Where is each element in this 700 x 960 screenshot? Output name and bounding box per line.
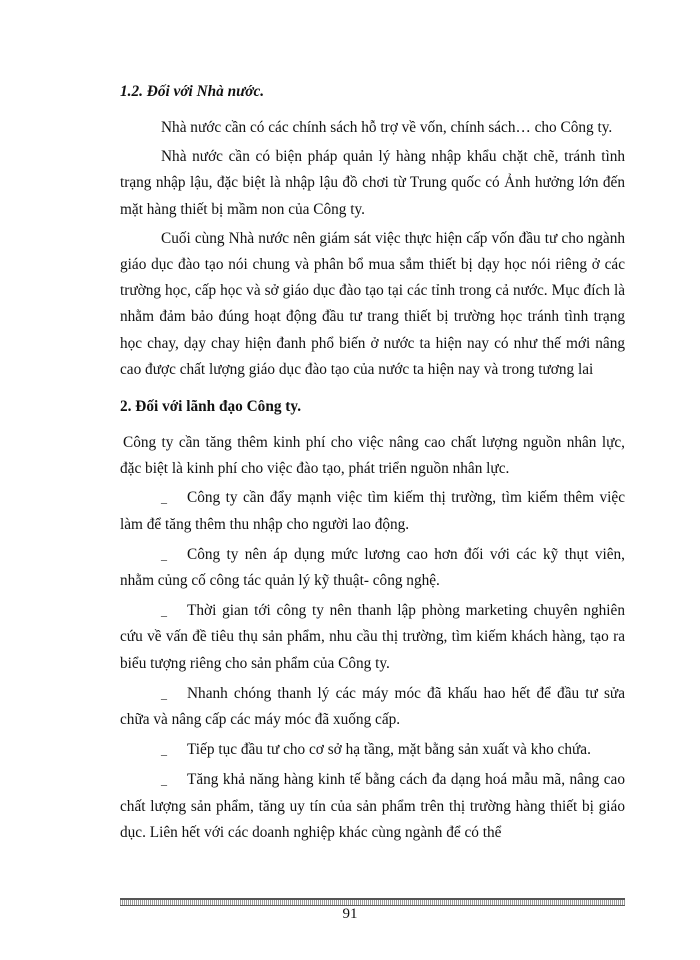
paragraph: Nhà nước cần có biện pháp quản lý hàng nhập khẩu chặt chẽ, tránh tình trạng nhập lậu, đặc biệt là nhập lậu đồ chơi từ Trung quốc có Ảnh hưởng lớn đến mặt hàng thiết bị mầm non của Công ty. [120,148,625,218]
list-item-text: Thời gian tới công ty nên thanh lập phòng marketing chuyên nghiên cứu về vấn đề tiêu thụ sản phẩm, nhu cầu thị trường, tìm kiếm khách hàng, tạo ra biểu tượng riêng cho sản phẩm của Công ty. [120,602,625,672]
paragraph: Nhà nước cần có các chính sách hỗ trợ về vốn, chính sách… cho Công ty. [161,119,613,136]
list-item-text: Tăng khả năng hàng kinh tế bằng cách đa dạng hoá mẫu mã, nâng cao chất lượng sản phẩm, tăng uy tín của sản phẩm trên thị trường hàng thiết bị giáo dục. Liên hết với các doanh nghiệp khác cùng ngành để có thể [120,771,625,841]
section-heading-1-2: 1.2. Đối với Nhà nước. [120,83,265,100]
list-item [120,485,625,537]
bullet-dash-icon: _ [161,547,167,562]
page-body [120,80,625,850]
page-number: 91 [342,906,358,922]
bullet-dash-icon: _ [161,743,167,758]
list-item [120,542,625,594]
paragraph: Cuối cùng Nhà nước nên giám sát việc thực hiện cấp vốn đầu tư cho ngành giáo dục đào tạo nói chung và phân bổ mua sắm thiết bị dạy học nói riêng ở các trường học, cấp học và sở giáo dục đào tạo tại các tỉnh trong cả nước. Mục đích là nhằm đảm bảo đúng hoạt động đầu tư trang thiết bị trường học tránh tình trạng học chay, dạy chay hiện đanh phổ biến ở nước ta hiện nay có như thế mới nâng cao được chất lượng giáo dục đào tạo của nước ta hiện nay và trong tương lai [120,229,625,378]
list-item [120,767,625,846]
paragraph-intro: Công ty cần tăng thêm kinh phí cho việc nâng cao chất lượng nguồn nhân lực, đặc biệt là kinh phí cho việc đào tạo, phát triển nguồn nhân lực. [120,434,625,478]
list-item [120,598,625,677]
section-heading-2: 2. Đối với lãnh đạo Công ty. [120,398,302,416]
list-item-text: Công ty nên áp dụng mức lương cao hơn đối với các kỹ thụt viên, nhằm củng cố công tác quản lý kỹ thuật- công nghệ. [120,545,625,590]
list-item [120,681,625,733]
bullet-dash-icon: _ [161,491,167,506]
bullet-dash-icon: _ [161,604,167,619]
bullet-dash-icon: _ [161,773,167,788]
list-item-text: Công ty cần đẩy mạnh việc tìm kiếm thị trường, tìm kiếm thêm việc làm để tăng thêm thu nhập cho người lao động. [120,489,625,533]
bullet-dash-icon: _ [161,686,167,701]
list-item [120,737,625,763]
list-item-text: Tiếp tục đầu tư cho cơ sở hạ tầng, mặt bằng sản xuất và kho chứa. [187,741,591,759]
list-item-text: Nhanh chóng thanh lý các máy móc đã khấu hao hết để đầu tư sửa chữa và nâng cấp các máy móc đã xuống cấp. [120,684,625,729]
